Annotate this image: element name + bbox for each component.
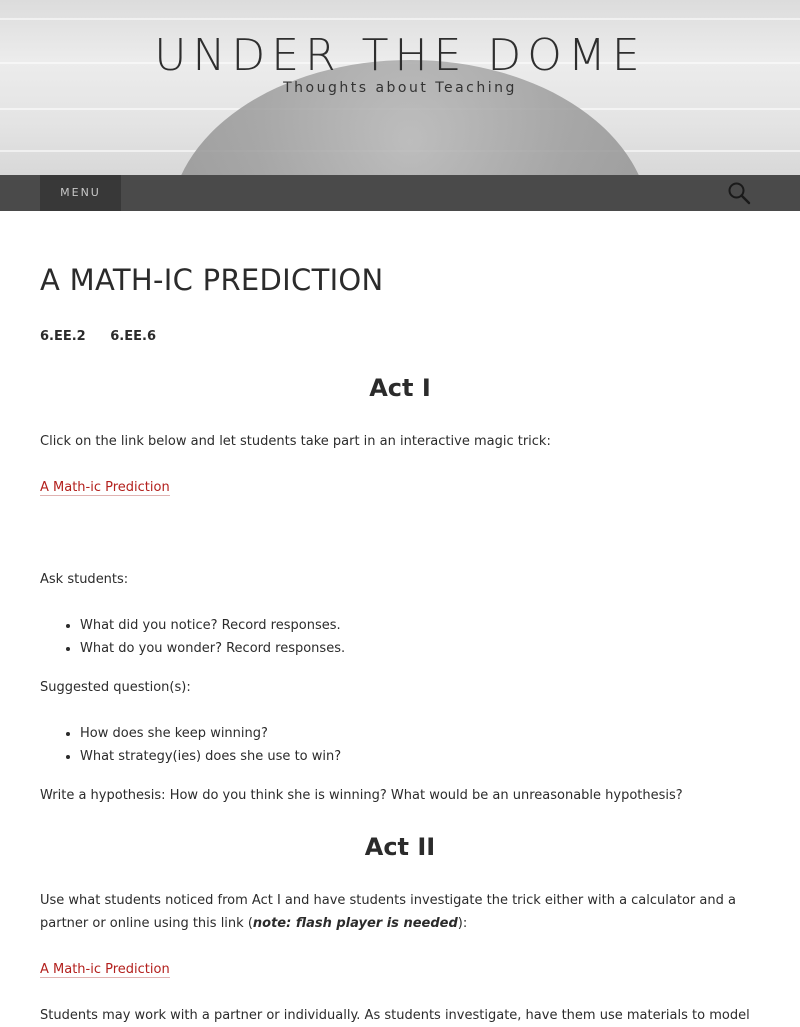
hypothesis-text: Write a hypothesis: How do you think she is winning? What would be an unreasonable hypothesis? [40,788,683,803]
partner-text: Students may work with a partner or individually. As students investigate, have them use materials to model [40,1008,750,1023]
act-2-intro [40,889,760,935]
act-2-intro-text: Use what students noticed from Act I and have students investigate the trick either with a calculator and a partner or online using this link ( [40,893,736,931]
nav-bar [0,175,800,211]
act-1-link-paragraph [40,476,760,499]
math-ic-prediction-link[interactable]: A Math-ic Prediction [40,480,170,495]
act-2-heading: Act II [364,833,436,861]
post-title: A MATH-IC PREDICTION [40,263,384,297]
standard-tag: 6.EE.6 [110,329,156,344]
act-2-intro-end: ): [457,916,468,931]
flash-player-note: note: flash player is needed [252,916,458,931]
site-header [0,0,800,175]
list-item: • What do you wonder? Record responses. [80,637,345,660]
header-background-line [0,18,800,20]
suggested-questions-list [40,722,341,768]
suggested-questions-text: Suggested question(s): [40,680,191,695]
site-description: Thoughts about Teaching [283,80,517,96]
list-item: • What strategy(ies) does she use to win? [80,745,341,768]
math-ic-prediction-link[interactable]: A Math-ic Prediction [40,962,170,977]
search-icon[interactable] [727,181,751,205]
act-2-link-paragraph [40,958,760,981]
standard-tag: 6.EE.2 [40,329,86,344]
menu-button[interactable]: MENU [40,175,121,211]
act-1-heading: Act I [369,374,431,402]
act-1-intro: Click on the link below and let students take part in an interactive magic trick: [40,434,551,449]
standards-line [40,329,176,344]
ask-students-list [40,614,345,660]
site-title[interactable]: UNDER THE DOME [154,30,646,81]
list-item: • How does she keep winning? [80,722,341,745]
list-item: • What did you notice? Record responses. [80,614,345,637]
ask-students-text: Ask students: [40,572,129,587]
